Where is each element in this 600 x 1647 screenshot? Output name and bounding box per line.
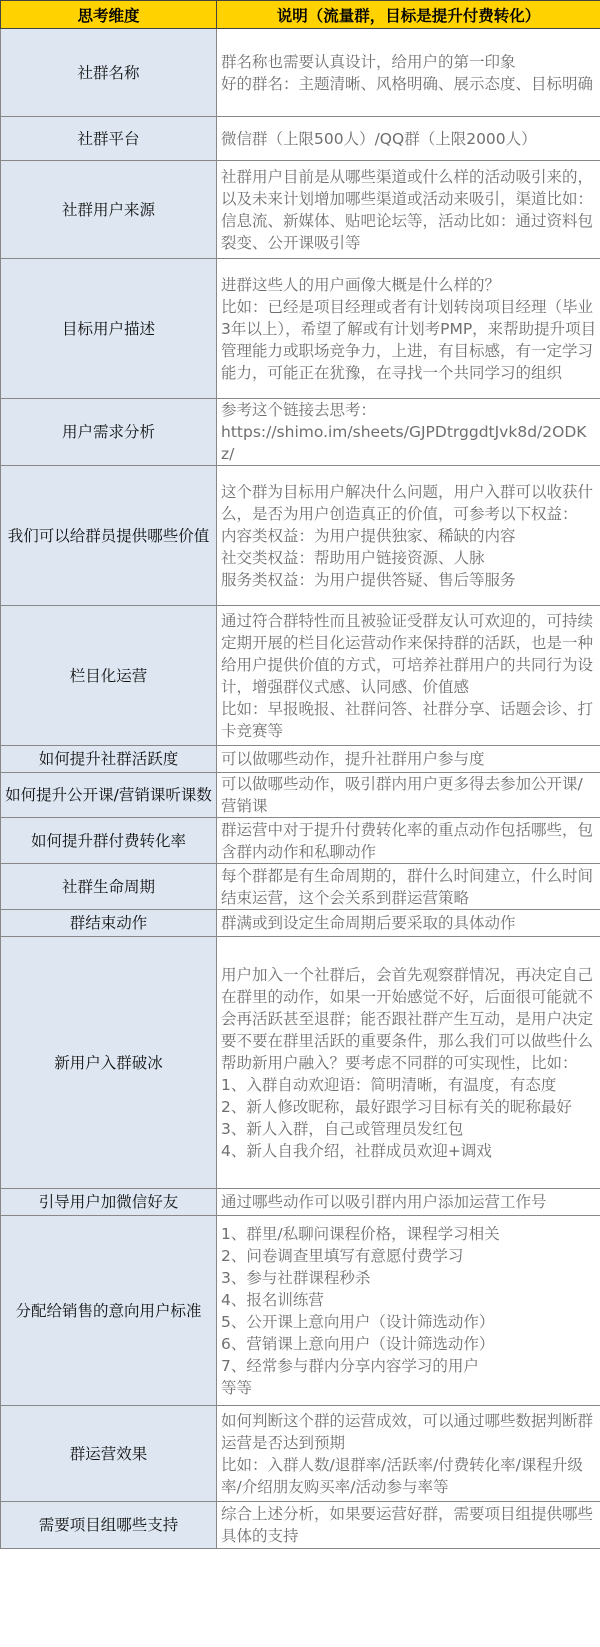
description-line: 如何判断这个群的运营成效，可以通过哪些数据判断群运营是否达到预期: [221, 1411, 594, 1452]
table-row: [1, 1216, 600, 1406]
description-line: 综合上述分析，如果要运营好群，需要项目组提供哪些具体的支持: [221, 1505, 594, 1545]
header-description: 说明（流量群，目标是提升付费转化）: [217, 1, 600, 29]
description-line: 3、新人入群，自己或管理员发红包: [221, 1119, 464, 1138]
description-cell: [217, 1502, 600, 1549]
description-line: 这个群为目标用户解决什么问题，用户入群可以收获什么，是否为用户创造真正的价值，可参考以下权益：: [221, 482, 594, 523]
description-line: 微信群（上限500人）/QQ群（上限2000人）: [221, 129, 537, 148]
description-line: 4、新人自我介绍，社群成员欢迎+调戏: [221, 1141, 492, 1160]
dimension-cell: 社群生命周期: [1, 864, 217, 910]
description-line: 每个群都是有生命周期的，群什么时间建立，什么时间结束运营，这个会关系到群运营策略: [221, 866, 594, 907]
description-cell: [217, 606, 600, 746]
dimension-cell: 如何提升群付费转化率: [1, 818, 217, 864]
header-dimension: 思考维度: [1, 1, 217, 29]
description-line: 4、报名训练营: [221, 1290, 324, 1309]
table-row: [1, 746, 600, 773]
dimension-cell: 分配给销售的意向用户标准: [1, 1216, 217, 1406]
description-cell: [217, 864, 600, 910]
description-cell: [217, 161, 600, 259]
dimension-cell: 目标用户描述: [1, 259, 217, 399]
description-line: 可以做哪些动作，吸引群内用户更多得去参加公开课/营销课: [221, 775, 583, 815]
table-row: [1, 259, 600, 399]
description-line: 5、公开课上意向用户（设计筛选动作）: [221, 1312, 495, 1331]
description-line: 好的群名：主题清晰、风格明确、展示态度、目标明确: [221, 74, 594, 93]
description-cell: [217, 746, 600, 773]
description-line: 6、营销课上意向用户（设计筛选动作）: [221, 1334, 495, 1353]
dimension-cell: 如何提升公开课/营销课听课数: [1, 773, 217, 818]
description-line: 比如：已经是项目经理或者有计划转岗项目经理（毕业3年以上），希望了解或有计划考PMP，来帮助提升项目管理能力或职场竞争力，上进，有目标感，有一定学习能力，可能正在犹豫，在寻找一个共同学习的组织: [221, 297, 597, 382]
dimension-cell: 社群名称: [1, 29, 217, 117]
header-row: [1, 1, 600, 29]
table-row: [1, 117, 600, 161]
description-cell: [217, 399, 600, 466]
table-row: [1, 910, 600, 937]
description-line: 服务类权益：为用户提供答疑、售后等服务: [221, 570, 516, 589]
table-row: [1, 937, 600, 1189]
description-line: 3、参与社群课程秒杀: [221, 1268, 371, 1287]
description-cell: [217, 117, 600, 161]
description-line: 进群这些人的用户画像大概是什么样的？: [221, 275, 501, 294]
description-line: 通过哪些动作可以吸引群内用户添加运营工作号: [221, 1193, 547, 1211]
dimension-cell: 需要项目组哪些支持: [1, 1502, 217, 1549]
table-row: [1, 29, 600, 117]
description-cell: [217, 1189, 600, 1216]
description-line: 参考这个链接去思考：: [221, 401, 377, 419]
description-line: 群运营中对于提升付费转化率的重点动作包括哪些，包含群内动作和私聊动作: [221, 820, 594, 861]
description-cell: [217, 1406, 600, 1502]
description-line: 群名称也需要认真设计，给用户的第一印象: [221, 52, 516, 71]
table-row: [1, 399, 600, 466]
description-line: 1、群里/私聊问课程价格，课程学习相关: [221, 1224, 500, 1243]
description-line: 用户加入一个社群后，会首先观察群情况，再决定自己在群里的动作，如果一开始感觉不好，后面很可能就不会再活跃甚至退群；能否跟社群产生互动，是用户决定要不要在群里活跃的重要条件，那么我们可以做些什么帮助新用户融入？要考虑不同群的可实现性，比如：: [221, 965, 594, 1072]
dimension-cell: 社群平台: [1, 117, 217, 161]
dimension-cell: 如何提升社群活跃度: [1, 746, 217, 773]
table-row: [1, 1406, 600, 1502]
description-line: 社交类权益：帮助用户链接资源、人脉: [221, 548, 485, 567]
table-row: [1, 606, 600, 746]
description-line: https://shimo.im/sheets/GJPDtrggdtJvk8d/2ODKz/: [221, 423, 587, 463]
description-line: 2、问卷调查里填写有意愿付费学习: [221, 1246, 464, 1265]
description-line: 社群用户目前是从哪些渠道或什么样的活动吸引来的，以及未来计划增加哪些渠道或活动来吸引，渠道比如：信息流、新媒体、贴吧论坛等，活动比如：通过资料包裂变、公开课吸引等: [221, 167, 594, 252]
table-row: [1, 818, 600, 864]
table-body: [1, 29, 600, 1549]
description-line: 7、经常参与群内分享内容学习的用户: [221, 1356, 479, 1375]
description-cell: [217, 466, 600, 606]
dimension-cell: 社群用户来源: [1, 161, 217, 259]
description-line: 1、入群自动欢迎语：简明清晰，有温度，有态度: [221, 1075, 557, 1094]
description-cell: [217, 773, 600, 818]
description-line: 可以做哪些动作，提升社群用户参与度: [221, 750, 485, 768]
description-line: 通过符合群特性而且被验证受群友认可欢迎的，可持续定期开展的栏目化运营动作来保持群的活跃，也是一种给用户提供价值的方式，可培养社群用户的共同行为设计，增强群仪式感、认同感、价值感: [221, 611, 594, 696]
description-cell: [217, 818, 600, 864]
description-cell: [217, 1216, 600, 1406]
table-row: [1, 864, 600, 910]
dimension-cell: 新用户入群破冰: [1, 937, 217, 1189]
dimension-cell: 群结束动作: [1, 910, 217, 937]
table-row: [1, 773, 600, 818]
dimension-cell: 群运营效果: [1, 1406, 217, 1502]
table-row: [1, 466, 600, 606]
dimension-cell: 栏目化运营: [1, 606, 217, 746]
description-cell: [217, 910, 600, 937]
description-line: 内容类权益：为用户提供独家、稀缺的内容: [221, 526, 516, 545]
description-line: 比如：早报晚报、社群问答、社群分享、话题会诊、打卡竞赛等: [221, 699, 594, 740]
dimension-cell: 用户需求分析: [1, 399, 217, 466]
description-cell: [217, 937, 600, 1189]
description-line: 2、新人修改昵称，最好跟学习目标有关的昵称最好: [221, 1097, 572, 1116]
description-line: 比如：入群人数/退群率/活跃率/付费转化率/课程升级率/介绍朋友购买率/活动参与率等: [221, 1455, 583, 1496]
dimension-cell: 我们可以给群员提供哪些价值: [1, 466, 217, 606]
description-line: 等等: [221, 1378, 253, 1397]
description-line: 群满或到设定生命周期后要采取的具体动作: [221, 914, 516, 932]
table-row: [1, 1502, 600, 1549]
description-cell: [217, 259, 600, 399]
description-cell: [217, 29, 600, 117]
table-row: [1, 161, 600, 259]
dimension-cell: 引导用户加微信好友: [1, 1189, 217, 1216]
table-row: [1, 1189, 600, 1216]
